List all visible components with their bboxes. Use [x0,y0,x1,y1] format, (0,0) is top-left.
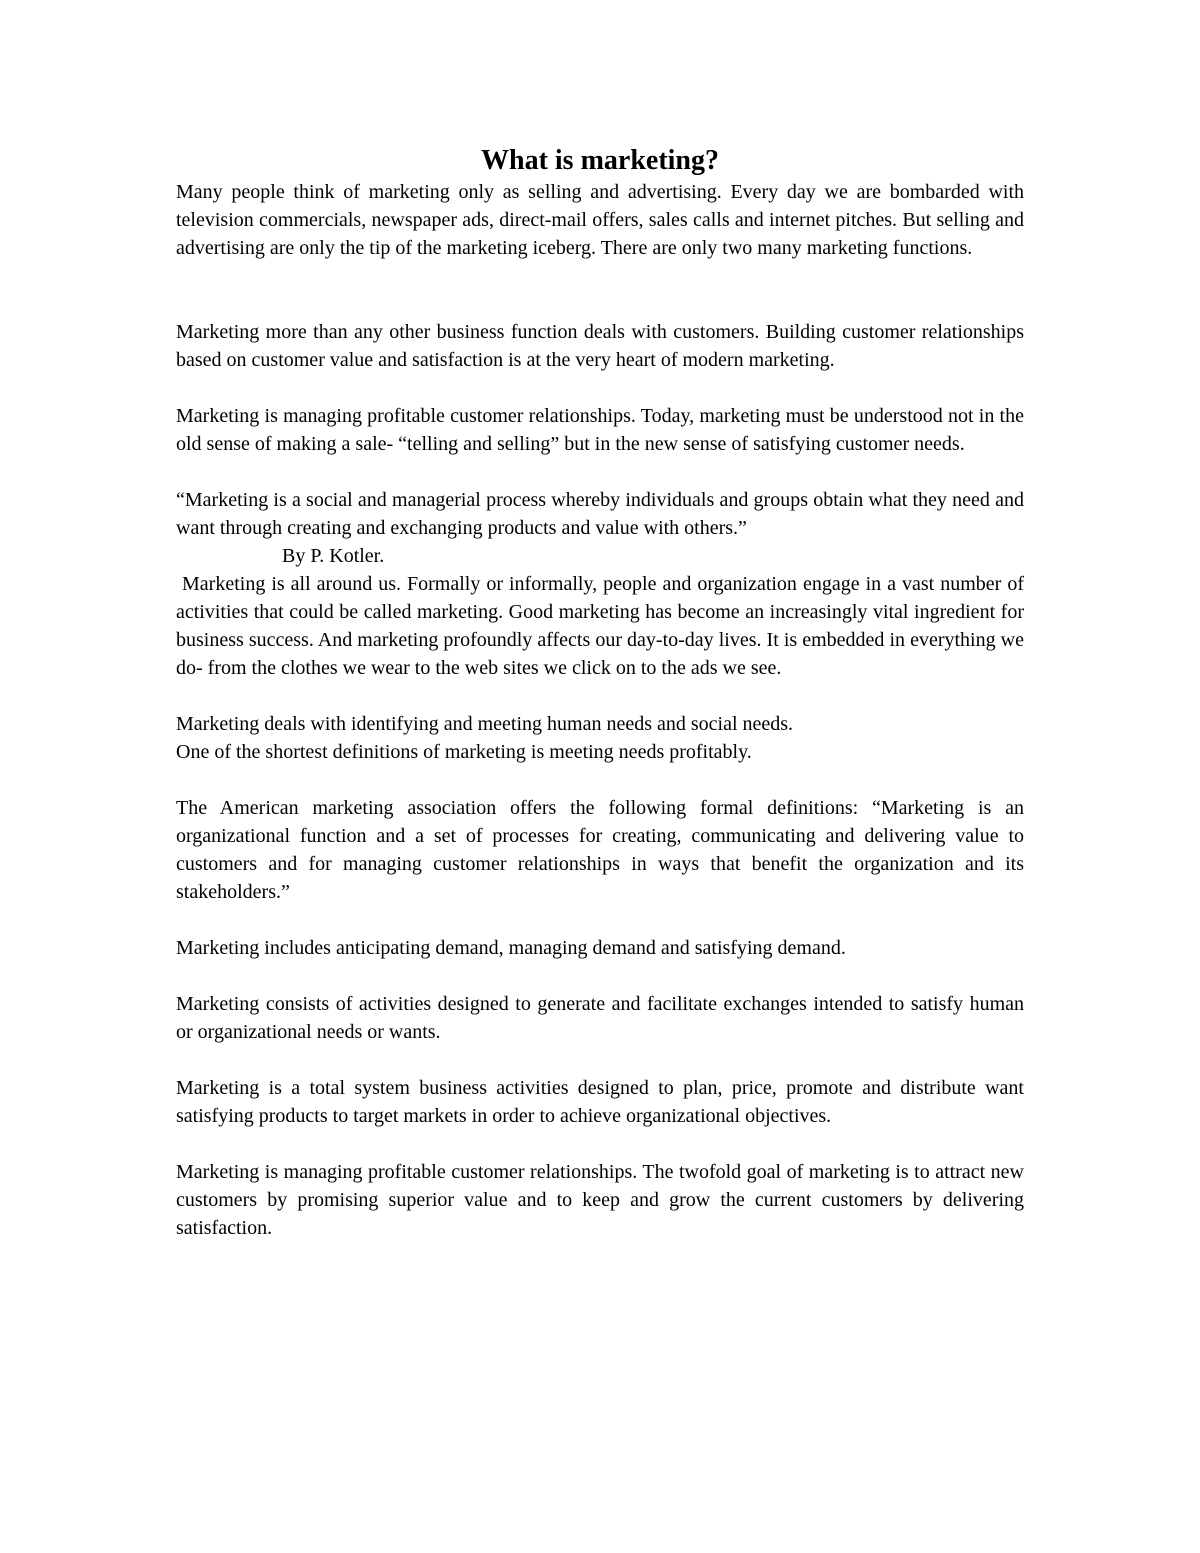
document-title: What is marketing? [481,145,719,176]
document-body [176,144,1030,1242]
paragraph-human-needs: Marketing deals with identifying and meeting human needs and social needs. [176,713,794,735]
quote-attribution: By P. Kotler. [282,545,385,567]
paragraph-exchanges: Marketing consists of activities designed to generate and facilitate exchanges intended to satisfy human or organizational needs or wants. [176,993,1024,1043]
paragraph-kotler-quote: “Marketing is a social and managerial process whereby individuals and groups obtain what they need and want through creating and exchanging products and value with others.” [176,489,1024,539]
paragraph-managing-relationships: Marketing is managing profitable customer relationships. Today, marketing must be understood not in the old sense of making a sale- “telling and selling” but in the new sense of satisfying customer needs. [176,405,1024,455]
paragraph-customers: Marketing more than any other business function deals with customers. Building customer relationships based on customer value and satisfaction is at the very heart of modern marketing. [176,321,1024,371]
paragraph-ama-definition: The American marketing association offers the following formal definitions: “Marketing is an organizational function and a set of processes for creating, communicating and delivering value to customers and for managing customer relationships in ways that benefit the organization and its stakeholders.” [176,797,1024,903]
paragraph-total-system: Marketing is a total system business activities designed to plan, price, promote and distribute want satisfying products to target markets in order to achieve organizational objectives. [176,1077,1024,1127]
paragraph-demand: Marketing includes anticipating demand, managing demand and satisfying demand. [176,937,846,959]
paragraph-shortest-definition: One of the shortest definitions of marketing is meeting needs profitably. [176,741,752,763]
paragraph-twofold-goal: Marketing is managing profitable customer relationships. The twofold goal of marketing is to attract new customers by promising superior value and to keep and grow the current customers by delivering satisfaction. [176,1161,1024,1239]
paragraph-intro: Many people think of marketing only as selling and advertising. Every day we are bombarded with television commercials, newspaper ads, direct-mail offers, sales calls and internet pitches. But selling and advertising are only the tip of the marketing iceberg. There are only two many marketing functions. [176,181,1024,259]
paragraph-all-around-us: Marketing is all around us. Formally or informally, people and organization engage in a vast number of activities that could be called marketing. Good marketing has become an increasingly vital ingredient for business success. And marketing profoundly affects our day-to-day lives. It is embedded in everything we do- from the clothes we wear to the web sites we click on to the ads we see. [176,573,1030,679]
